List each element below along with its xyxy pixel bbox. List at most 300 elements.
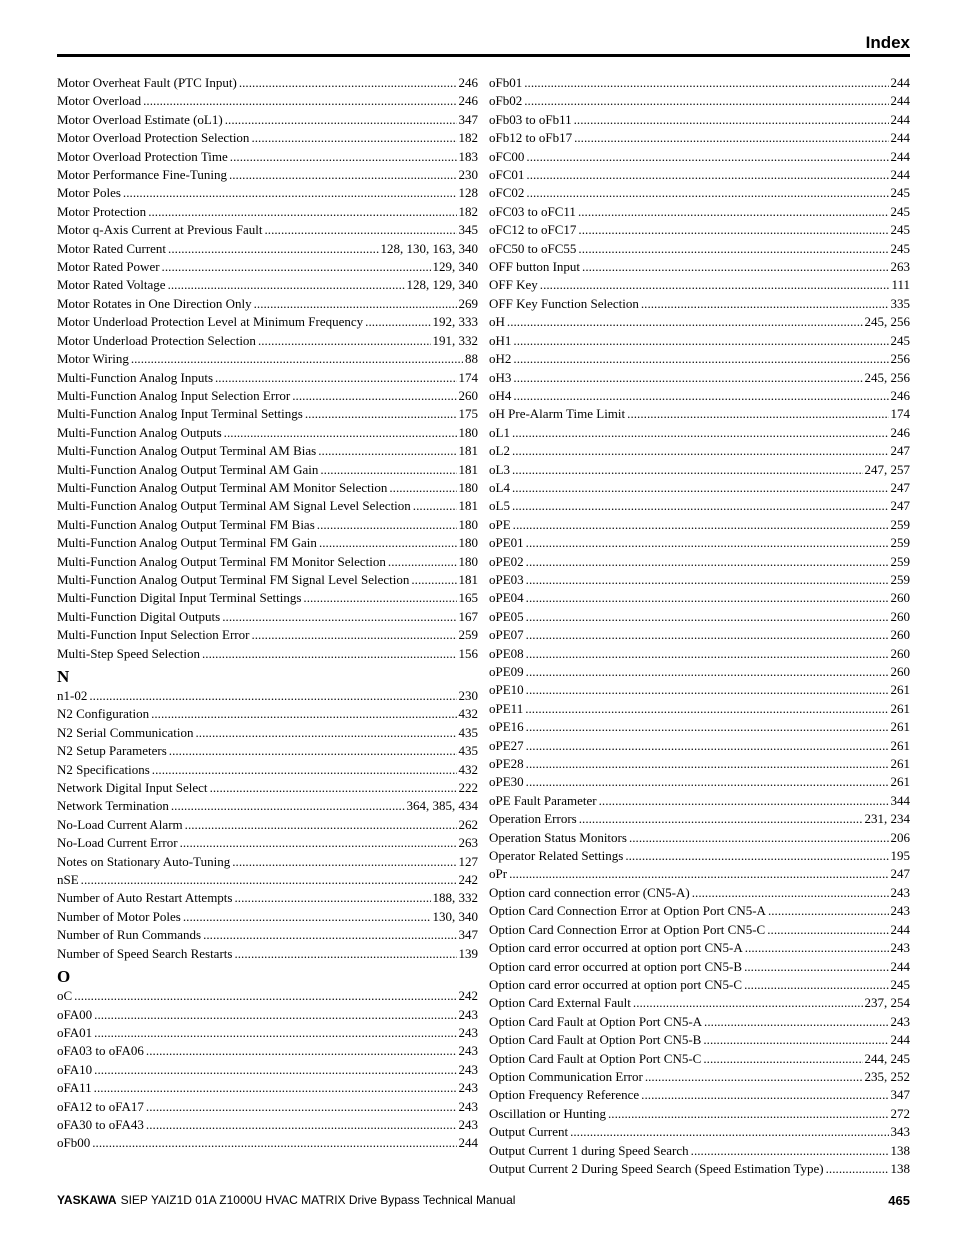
index-page-numbers: 192, 333 (432, 314, 478, 330)
index-term: oFA03 to oFA06 (57, 1043, 144, 1059)
index-page-numbers: 432 (458, 761, 478, 777)
index-term: oFA30 to oFA43 (57, 1116, 144, 1132)
index-term: Motor Overload Protection Time (57, 148, 228, 164)
index-term: oFb02 (489, 93, 523, 109)
index-page-numbers: 180 (458, 424, 478, 440)
dot-leader (768, 902, 889, 920)
dot-leader (143, 92, 456, 110)
index-term: Number of Speed Search Restarts (57, 945, 233, 961)
index-entry (489, 442, 910, 460)
index-term: Multi-Function Digital Outputs (57, 608, 221, 624)
index-page-numbers: 183 (458, 148, 478, 164)
dot-leader (162, 258, 431, 276)
index-term: oC (57, 988, 73, 1004)
index-term: Option Frequency Reference (489, 1087, 640, 1103)
index-entry (489, 939, 910, 957)
dot-leader (195, 724, 456, 742)
index-entry (57, 258, 478, 276)
index-page-numbers: 180 (458, 516, 478, 532)
index-entry (57, 589, 478, 607)
index-entry (489, 313, 910, 331)
index-entry (57, 553, 478, 571)
index-term: Option card connection error (CN5-A) (489, 884, 690, 900)
index-term: Multi-Function Analog Output Terminal AM Gain (57, 461, 319, 477)
index-entry (489, 461, 910, 479)
index-entry (57, 129, 478, 147)
index-term: Multi-Function Analog Inputs (57, 369, 213, 385)
dot-leader (92, 1134, 456, 1152)
dot-leader (826, 1160, 889, 1178)
index-term: oPE01 (489, 535, 524, 551)
dot-leader (513, 516, 889, 534)
index-entry (57, 516, 478, 534)
dot-leader (625, 847, 888, 865)
index-term: oFC12 to oFC17 (489, 222, 577, 238)
index-term: Number of Motor Poles (57, 908, 181, 924)
index-term: Network Termination (57, 798, 169, 814)
dot-leader (225, 111, 457, 129)
index-term: oFb00 (57, 1135, 91, 1151)
index-page-numbers: 244 (890, 93, 910, 109)
index-term: oH2 (489, 351, 512, 367)
dot-leader (239, 74, 457, 92)
index-entry (489, 479, 910, 497)
index-entry (489, 553, 910, 571)
index-entry (57, 797, 478, 815)
index-term: Number of Auto Restart Attempts (57, 890, 233, 906)
index-term: oFC00 (489, 148, 525, 164)
index-page-numbers: 259 (890, 535, 910, 551)
dot-leader (526, 553, 889, 571)
index-page-numbers: 244 (890, 75, 910, 90)
index-term: Option Communication Error (489, 1068, 643, 1084)
index-entry (489, 1142, 910, 1160)
index-term: Multi-Function Digital Input Terminal Settings (57, 590, 302, 606)
index-entry (489, 166, 910, 184)
index-page-numbers: 181 (458, 571, 478, 587)
dot-leader (641, 295, 889, 313)
dot-leader (123, 184, 457, 202)
index-entry (57, 571, 478, 589)
index-entry (489, 589, 910, 607)
dot-leader (203, 926, 456, 944)
index-term: Motor Performance Fine-Tuning (57, 167, 227, 183)
index-entry (57, 276, 478, 294)
dot-leader (526, 148, 888, 166)
index-term: Motor Wiring (57, 351, 129, 367)
index-entry (57, 987, 478, 1005)
dot-leader (512, 479, 889, 497)
index-page-numbers: 256 (890, 351, 910, 367)
dot-leader (524, 92, 888, 110)
index-entry (57, 166, 478, 184)
dot-leader (513, 332, 888, 350)
index-page-numbers: 246 (890, 387, 910, 403)
dot-leader (526, 773, 889, 791)
index-term: oPr (489, 866, 508, 882)
dot-leader (509, 865, 888, 883)
dot-leader (292, 387, 456, 405)
index-entry (57, 1006, 478, 1024)
index-page-numbers: 246 (890, 424, 910, 440)
index-entry (489, 755, 910, 773)
dot-leader (629, 829, 889, 847)
index-entry (57, 461, 478, 479)
index-entry (489, 994, 910, 1012)
index-page-numbers: 180 (458, 535, 478, 551)
dot-leader (413, 497, 457, 515)
index-entry (57, 834, 478, 852)
index-entry (57, 742, 478, 760)
index-term: No-Load Current Alarm (57, 816, 183, 832)
index-page-numbers: 347 (890, 1087, 910, 1103)
index-page-numbers: 244 (890, 1032, 910, 1048)
index-entry (57, 111, 478, 129)
index-page-numbers: 222 (458, 780, 478, 796)
index-term: oPE (489, 516, 511, 532)
index-term: Multi-Function Analog Output Terminal FM Monitor Selection (57, 553, 386, 569)
index-term: Motor Overheat Fault (PTC Input) (57, 75, 237, 90)
dot-leader (767, 921, 888, 939)
index-page-numbers: 243 (458, 1006, 478, 1022)
index-page-numbers: 245 (890, 332, 910, 348)
index-term: oPE04 (489, 590, 524, 606)
dot-leader (574, 111, 889, 129)
index-page-numbers: 432 (458, 706, 478, 722)
index-entry (57, 221, 478, 239)
index-page-numbers: 245 (890, 203, 910, 219)
index-entry (57, 92, 478, 110)
index-term: Output Current (489, 1124, 569, 1140)
index-term: oPE05 (489, 608, 524, 624)
index-entry (489, 332, 910, 350)
index-page-numbers: 244 (890, 921, 910, 937)
dot-leader (579, 810, 863, 828)
index-entry (57, 74, 478, 92)
dot-leader (146, 1042, 457, 1060)
index-term: oPE07 (489, 627, 524, 643)
dot-leader (224, 424, 457, 442)
index-page-numbers: 246 (458, 93, 478, 109)
index-term: oPE10 (489, 682, 524, 698)
index-term: Multi-Function Analog Output Terminal AM Signal Level Selection (57, 498, 411, 514)
index-term: oL5 (489, 498, 510, 514)
index-term: No-Load Current Error (57, 835, 178, 851)
index-page-numbers: 127 (458, 853, 478, 869)
dot-leader (526, 184, 888, 202)
index-term: oL1 (489, 424, 510, 440)
index-entry (57, 534, 478, 552)
index-term: n1-02 (57, 688, 88, 703)
index-section-letter: N (57, 667, 70, 686)
index-term: Notes on Stationary Auto-Tuning (57, 853, 231, 869)
index-page-numbers: 269 (458, 295, 478, 311)
index-page-numbers: 242 (458, 872, 478, 888)
dot-leader (303, 589, 456, 607)
index-entry (57, 908, 478, 926)
index-page-numbers: 138 (890, 1142, 910, 1158)
index-entry (57, 479, 478, 497)
index-page-numbers: 343 (890, 1124, 910, 1140)
index-page-numbers: 364, 385, 434 (406, 798, 478, 814)
index-page-numbers: 130, 340 (432, 908, 478, 924)
index-page-numbers: 243 (890, 903, 910, 919)
dot-leader (512, 497, 889, 515)
dot-leader (703, 1031, 888, 1049)
dot-leader (210, 779, 457, 797)
index-entry (57, 240, 478, 258)
index-page-numbers: 245, 256 (864, 314, 910, 330)
dot-leader (526, 608, 889, 626)
index-page-numbers: 260 (458, 387, 478, 403)
index-entry (57, 1079, 478, 1097)
index-entry (57, 761, 478, 779)
dot-leader (232, 853, 456, 871)
index-page-numbers: 259 (458, 627, 478, 643)
index-term: N2 Configuration (57, 706, 150, 722)
dot-leader (234, 945, 456, 963)
dot-leader (234, 889, 430, 907)
index-entry (57, 705, 478, 723)
index-page-numbers: 138 (890, 1160, 910, 1176)
index-page-numbers: 244 (890, 148, 910, 164)
index-page-numbers: 188, 332 (432, 890, 478, 906)
dot-leader (526, 626, 889, 644)
dot-leader (526, 681, 889, 699)
dot-leader (81, 871, 457, 889)
dot-leader (526, 571, 889, 589)
dot-leader (526, 755, 889, 773)
index-page-numbers: 344 (890, 792, 910, 808)
index-page-numbers: 247 (890, 498, 910, 514)
index-entry (489, 258, 910, 276)
dot-leader (512, 461, 863, 479)
index-entry (489, 663, 910, 681)
index-term: Output Current 2 During Speed Search (Speed Estimation Type) (489, 1160, 824, 1176)
index-term: oH (489, 314, 505, 330)
index-term: Number of Run Commands (57, 927, 202, 943)
dot-leader (599, 792, 889, 810)
dot-leader (251, 129, 456, 147)
index-entry (57, 184, 478, 202)
index-term: Motor q-Axis Current at Previous Fault (57, 222, 263, 238)
index-term: oH3 (489, 369, 512, 385)
dot-leader (148, 203, 456, 221)
index-page-numbers: 111 (891, 277, 910, 293)
index-page-numbers: 259 (890, 553, 910, 569)
dot-leader (745, 939, 889, 957)
index-entry (57, 1061, 478, 1079)
index-page-numbers: 181 (458, 461, 478, 477)
index-entry (57, 387, 478, 405)
index-page-numbers: 181 (458, 443, 478, 459)
index-entry (57, 497, 478, 515)
index-page-numbers: 243 (890, 1013, 910, 1029)
index-term: oH4 (489, 387, 512, 403)
index-section-letter: O (57, 967, 71, 987)
index-term: Network Digital Input Select (57, 780, 208, 796)
index-term: oL2 (489, 443, 510, 459)
index-term: oFb12 to oFb17 (489, 130, 573, 146)
index-page-numbers: 245, 256 (864, 369, 910, 385)
dot-leader (388, 553, 457, 571)
dot-leader (512, 442, 889, 460)
dot-leader (146, 1116, 457, 1134)
index-page-numbers: 243 (458, 1024, 478, 1040)
index-entry (489, 221, 910, 239)
index-page-numbers: 243 (458, 1098, 478, 1114)
index-entry (489, 497, 910, 515)
index-page-numbers: 230 (458, 167, 478, 183)
index-page-numbers: 335 (890, 295, 910, 311)
index-page-numbers: 167 (458, 608, 478, 624)
dot-leader (169, 742, 457, 760)
index-entry (489, 129, 910, 147)
footer-manual-title: SIEP YAIZ1D 01A Z1000U HVAC MATRIX Drive Bypass Technical Manual (120, 1193, 516, 1207)
page-footer (57, 1193, 910, 1211)
index-term: oPE08 (489, 645, 524, 661)
index-entry (57, 853, 478, 871)
index-page-numbers: 263 (890, 259, 910, 275)
index-term: OFF Key Function Selection (489, 295, 639, 311)
dot-leader (641, 1086, 888, 1104)
index-term: oFb03 to oFb11 (489, 111, 572, 127)
header-rule (57, 54, 910, 57)
index-entry (489, 111, 910, 129)
index-page-numbers: 347 (458, 927, 478, 943)
index-entry (57, 369, 478, 387)
index-entry (57, 424, 478, 442)
dot-leader (317, 516, 457, 534)
index-entry (489, 350, 910, 368)
index-page-numbers: 261 (890, 700, 910, 716)
index-term: Motor Rotates in One Direction Only (57, 295, 252, 311)
index-entry (57, 724, 478, 742)
dot-leader (582, 258, 888, 276)
index-term: oPE27 (489, 737, 524, 753)
dot-leader (202, 645, 457, 663)
index-page-numbers: 263 (458, 835, 478, 851)
index-term: Multi-Function Analog Output Terminal FM Bias (57, 516, 315, 532)
index-page-numbers: 139 (458, 945, 478, 961)
index-term: oFA01 (57, 1024, 93, 1040)
index-term: Operation Errors (489, 811, 577, 827)
index-term: Operator Related Settings (489, 848, 624, 864)
index-term: Multi-Function Input Selection Error (57, 627, 250, 643)
dot-leader (578, 203, 889, 221)
index-term: oPE16 (489, 719, 524, 735)
index-term: Multi-Function Analog Input Terminal Settings (57, 406, 303, 422)
index-entry (57, 203, 478, 221)
index-page-numbers: 243 (890, 884, 910, 900)
index-page-numbers: 235, 252 (864, 1068, 910, 1084)
index-entry (57, 945, 478, 963)
dot-leader (608, 1105, 889, 1123)
index-term: oPE02 (489, 553, 524, 569)
index-term: oFA10 (57, 1061, 93, 1077)
index-page-numbers: 261 (890, 682, 910, 698)
index-entry (489, 424, 910, 442)
index-entry (57, 645, 478, 663)
index-page-numbers: 174 (458, 369, 478, 385)
index-term: Motor Rated Power (57, 259, 160, 275)
index-term: oFC03 to oFC11 (489, 203, 576, 219)
dot-leader (513, 369, 862, 387)
index-entry (489, 295, 910, 313)
dot-leader (744, 958, 888, 976)
index-term: oH1 (489, 332, 512, 348)
index-term: nSE (57, 872, 79, 888)
index-term: Option Card Connection Error at Option Port CN5-C (489, 921, 766, 937)
index-term: oL4 (489, 479, 510, 495)
index-entry (489, 737, 910, 755)
index-column-right (489, 74, 910, 1178)
dot-leader (691, 1142, 889, 1160)
index-page-numbers: 128, 130, 163, 340 (380, 240, 478, 256)
dot-leader (318, 442, 456, 460)
dot-leader (230, 148, 457, 166)
dot-leader (526, 645, 889, 663)
index-page-numbers: 262 (458, 816, 478, 832)
index-entry (57, 779, 478, 797)
index-page-numbers: 247, 257 (864, 461, 910, 477)
index-page-numbers: 261 (890, 756, 910, 772)
index-entry (489, 921, 910, 939)
index-page-numbers: 245 (890, 185, 910, 201)
index-entry (489, 276, 910, 294)
index-entry (57, 889, 478, 907)
index-term: Motor Overload Protection Selection (57, 130, 250, 146)
index-page-numbers: 245 (890, 222, 910, 238)
index-entry (489, 884, 910, 902)
index-page-numbers: 88 (465, 351, 478, 367)
index-entry (489, 976, 910, 994)
index-page-numbers: 175 (458, 406, 478, 422)
dot-leader (524, 74, 888, 92)
index-page-numbers: 182 (458, 203, 478, 219)
dot-leader (168, 240, 378, 258)
dot-leader (513, 350, 888, 368)
dot-leader (744, 976, 888, 994)
index-entry (57, 313, 478, 331)
dot-leader (264, 221, 456, 239)
index-term: Output Current 1 during Speed Search (489, 1142, 689, 1158)
index-term: Multi-Function Analog Output Terminal FM Gain (57, 535, 317, 551)
index-page-numbers: 260 (890, 590, 910, 606)
index-page-numbers: 165 (458, 590, 478, 606)
index-entry (57, 608, 478, 626)
dot-leader (703, 1050, 862, 1068)
index-term: Option card error occurred at option port CN5-C (489, 976, 743, 992)
dot-leader (540, 276, 890, 294)
dot-leader (411, 571, 456, 589)
index-term: oFA00 (57, 1006, 93, 1022)
index-entry (489, 958, 910, 976)
index-page-numbers: 243 (458, 1116, 478, 1132)
index-term: Motor Poles (57, 185, 121, 201)
index-page-numbers: 345 (458, 222, 478, 238)
dot-leader (513, 387, 888, 405)
dot-leader (526, 534, 889, 552)
index-page-numbers: 260 (890, 627, 910, 643)
index-entry (489, 240, 910, 258)
index-entry (489, 516, 910, 534)
dot-leader (94, 1006, 456, 1024)
dot-leader (570, 1123, 888, 1141)
index-page-numbers: 243 (458, 1080, 478, 1096)
index-page-numbers: 243 (458, 1043, 478, 1059)
index-page-numbers: 259 (890, 571, 910, 587)
